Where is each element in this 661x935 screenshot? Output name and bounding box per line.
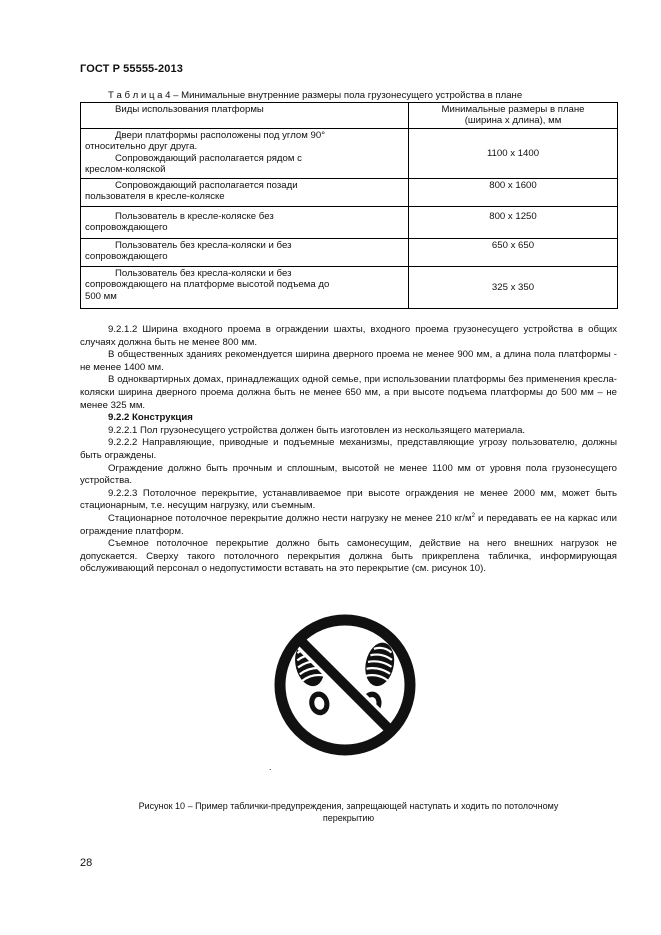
section-heading: 9.2.2 Конструкция (108, 412, 193, 424)
table-cell-use: Пользователь без кресла-коляски и без сопровождающего (81, 238, 409, 266)
table-cell-size: 650 х 650 (409, 238, 618, 266)
table-cell-size: 800 х 1600 (409, 178, 618, 206)
body-text (80, 324, 617, 576)
table-cell-size: 800 х 1250 (409, 206, 618, 238)
paragraph: Стационарное потолочное перекрытие должно нести нагрузку не менее 210 $кг/м^2$ и передавать ее на каркас или ограждение платформ. (80, 512, 617, 537)
table-cell-size: 325 х 350 (409, 266, 618, 308)
table-col1-header: Виды использования платформы (81, 103, 409, 129)
figure-caption: Рисунок 10 – Пример таблички-предупреждения, запрещающей наступать и ходить по потолочному перекрытию (138, 801, 559, 823)
table-header-row (81, 103, 618, 129)
table-cell-use: Пользователь в кресле-коляске без сопровождающего (81, 206, 409, 238)
paragraph: 9.2.2.3 Потолочное перекрытие, устанавливаемое при высоте ограждения не менее 2000 мм, может быть стационарным, т.е. несущим нагрузку, или съемным. (80, 487, 617, 512)
table-row (81, 266, 618, 308)
figure-mark: . (269, 762, 272, 772)
table-cell-size: 1100 х 1400 (409, 128, 618, 178)
document-header: ГОСТ Р 55555-2013 (80, 63, 183, 75)
dimensions-table (80, 102, 618, 309)
paragraph: Ограждение должно быть прочным и сплошным, высотой не менее 1100 мм от уровня пола грузонесущего устройства. (80, 462, 617, 487)
table-cell-use: Пользователь без кресла-коляски и без сопровождающего на платформе высотой подъема до 500 мм (81, 266, 409, 308)
paragraph: 9.2.1.2 Ширина входного проема в ограждении шахты, входного проема грузонесущего устройства в общих случаях должна быть не менее 800 мм. (80, 324, 617, 348)
table-cell-use: Двери платформы расположены под углом 90° относительно друг друга. Сопровождающий располагается рядом с креслом-коляской (81, 128, 409, 178)
table-row (81, 206, 618, 238)
paragraph: В одноквартирных домах, принадлежащих одной семье, при использовании платформы без применения кресла-коляски ширина дверного проема должна быть не менее 650 мм, а при высоте подъема платформы до 500 мм – не менее 325 мм. (80, 374, 617, 411)
table-row (81, 128, 618, 178)
paragraph: 9.2.2.1 Пол грузонесущего устройства должен быть изготовлен из нескользящего материала. (108, 424, 526, 436)
paragraph: 9.2.2.2 Направляющие, приводные и подъемные механизмы, представляющие угрозу пользователю, должны быть ограждены. (80, 437, 617, 461)
paragraph: Съемное потолочное перекрытие должно быть самонесущим, действие на него внешних нагрузок не допускается. Сверху такого потолочного перекрытия должна быть прикреплена табличка, информирующая обслуживающий персонал о недопустимости вставать на это перекрытие (см. рисунок 10). (80, 538, 617, 575)
page-number: 28 (80, 857, 93, 869)
paragraph: В общественных зданиях рекомендуется ширина дверного проема не менее 900 мм, а длина пола платформы - не менее 1400 мм. (80, 349, 617, 373)
table-caption: Т а б л и ц а 4 – Минимальные внутренние размеры пола грузонесущего устройства в плане (108, 90, 523, 101)
table-cell-use: Сопровождающий располагается позади пользователя в кресле-коляске (81, 178, 409, 206)
table-row (81, 238, 618, 266)
table-col2-header: Минимальные размеры в плане (ширина х длина), мм (409, 103, 618, 129)
table-row (81, 178, 618, 206)
no-stepping-sign-icon (270, 610, 420, 760)
